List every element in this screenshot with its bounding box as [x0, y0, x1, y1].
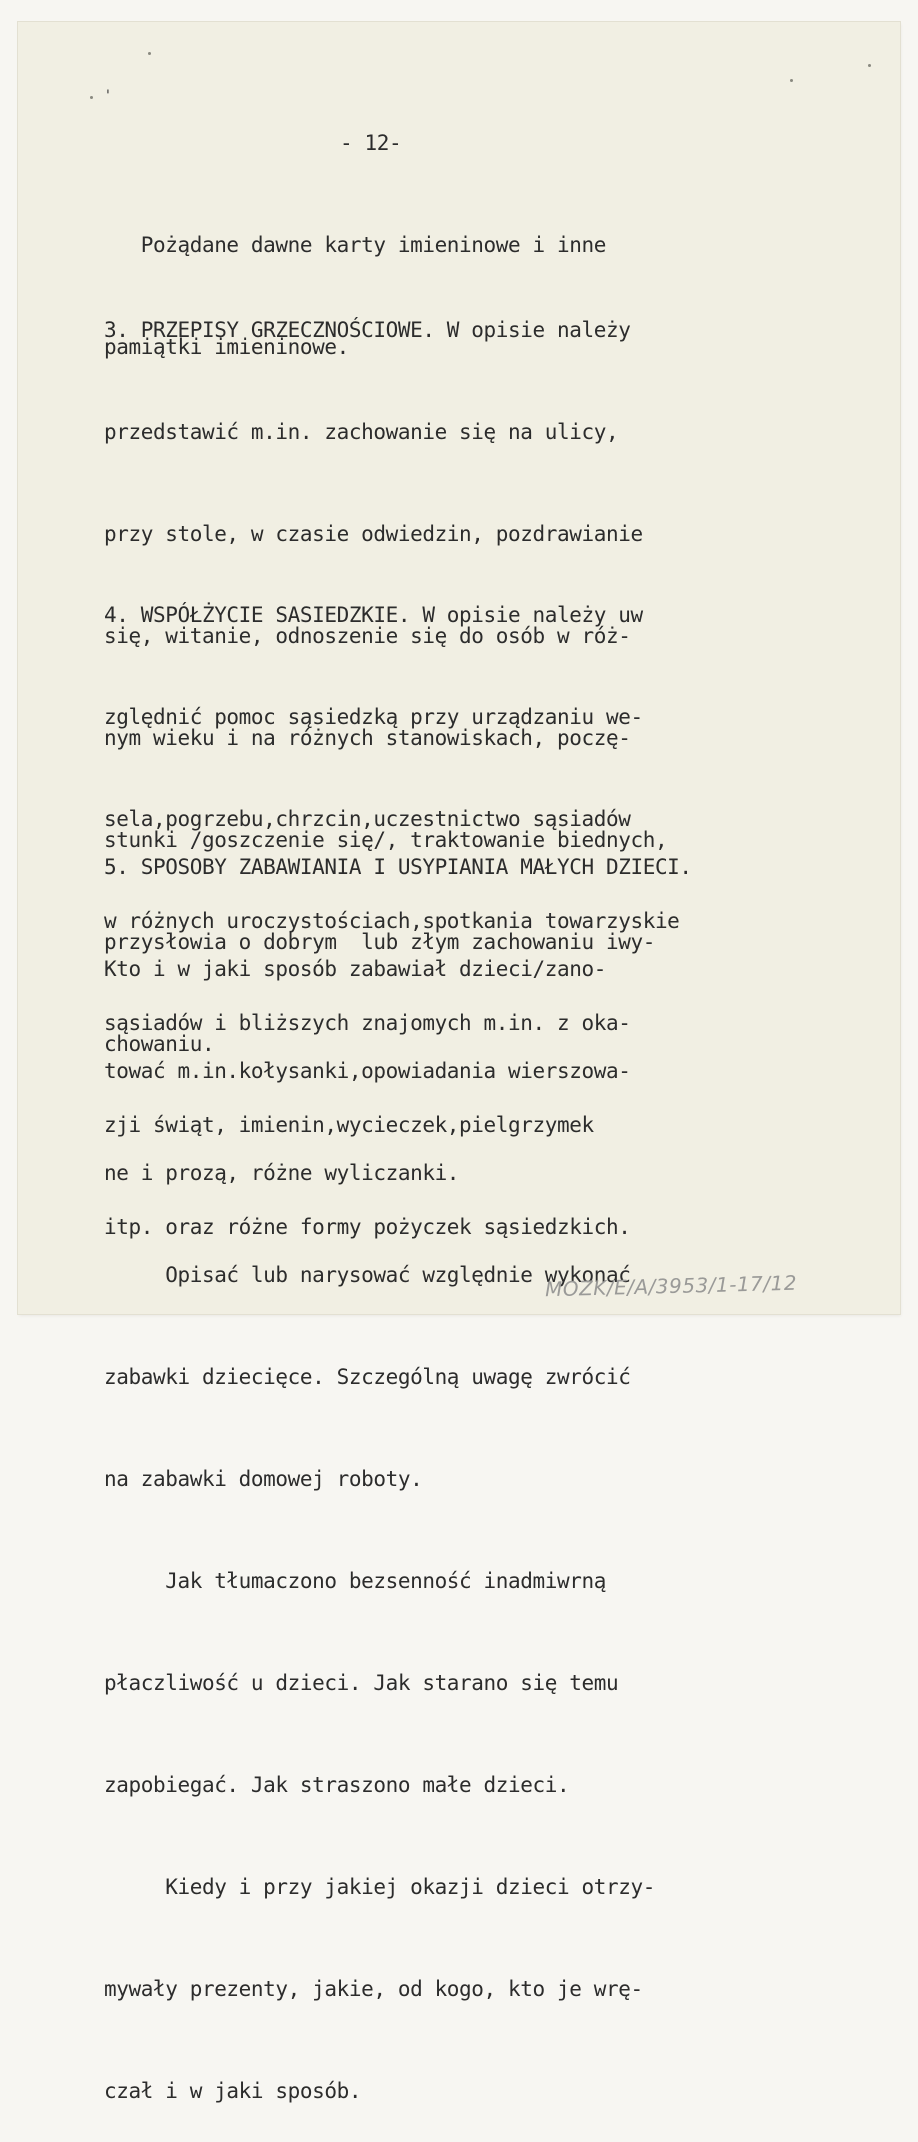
section-3-line: chowaniu. [104, 1032, 215, 1056]
archive-signature: MOZK/E/A/3953/1-17/12 [544, 1270, 798, 1302]
speck [90, 96, 93, 99]
section-5-line: Opisać lub narysować względnie wykonać [104, 1263, 631, 1287]
section-5-line: ne i prozą, różne wyliczanki. [104, 1161, 460, 1185]
section-4-line: 4. WSPÓŁŻYCIE SASIEDZKIE. W opisie należy uw [104, 603, 643, 627]
section-5-line: czał i w jaki sposób. [104, 2079, 362, 2103]
speck [868, 64, 871, 67]
speck [148, 52, 151, 55]
section-5-line: mywały prezenty, jakie, od kogo, kto je wrę- [104, 1977, 643, 2001]
section-4-line: sela,pogrzebu,chrzcin,uczestnictwo sąsiadów [104, 807, 631, 831]
intro-line: pamiątki imieninowe. [104, 335, 349, 359]
section-5-line: płaczliwość u dzieci. Jak starano się temu [104, 1671, 619, 1695]
section-5-line: 5. SPOSOBY ZABAWIANIA I USYPIANIA MAŁYCH DZIECI. [104, 855, 692, 879]
section-3-line: się, witanie, odnoszenie się do osób w róż- [104, 624, 631, 648]
section-4-line: itp. oraz różne formy pożyczek sąsiedzkich. [104, 1215, 631, 1239]
section-5-line: zabawki dziecięce. Szczególną uwagę zwrócić [104, 1365, 631, 1389]
section-4-line: zji świąt, imienin,wycieczek,pielgrzymek [104, 1113, 594, 1137]
section-4-line: w różnych uroczystościach,spotkania towarzyskie [104, 909, 680, 933]
speck [790, 79, 793, 82]
corner-mark: ' [106, 88, 110, 104]
section-3-line: nym wieku i na różnych stanowiskach, poczę- [104, 726, 631, 750]
section-3-line: przy stole, w czasie odwiedzin, pozdrawianie [104, 522, 643, 546]
section-5-line: tować m.in.kołysanki,opowiadania wierszowa- [104, 1059, 631, 1083]
section-3-line: przedstawić m.in. zachowanie się na ulicy, [104, 420, 619, 444]
section-4-line: zględnić pomoc sąsiedzką przy urządzaniu we- [104, 705, 643, 729]
section-4-line: sąsiadów i bliższych znajomych m.in. z oka- [104, 1011, 631, 1035]
section-5-line: na zabawki domowej roboty. [104, 1467, 423, 1491]
section-5-line: Jak tłumaczono bezsenność inadmiwrną [104, 1569, 606, 1593]
section-3-line: 3. PRZEPISY GRZECZNOŚCIOWE. W opisie należy [104, 318, 631, 342]
section-3-line: stunki /goszczenie się/, traktowanie biednych, [104, 828, 668, 852]
page-number: - 12- [340, 131, 402, 155]
intro-line: Pożądane dawne karty imieninowe i inne [104, 233, 606, 257]
section-5-line: Kto i w jaki sposób zabawiał dzieci/zano- [104, 957, 606, 981]
section-5 [104, 782, 692, 2142]
section-3-line: przysłowia o dobrym lub złym zachowaniu iwy- [104, 930, 655, 954]
section-5-line: zapobiegać. Jak straszono małe dzieci. [104, 1773, 570, 1797]
section-5-line: Kiedy i przy jakiej okazji dzieci otrzy- [104, 1875, 655, 1899]
